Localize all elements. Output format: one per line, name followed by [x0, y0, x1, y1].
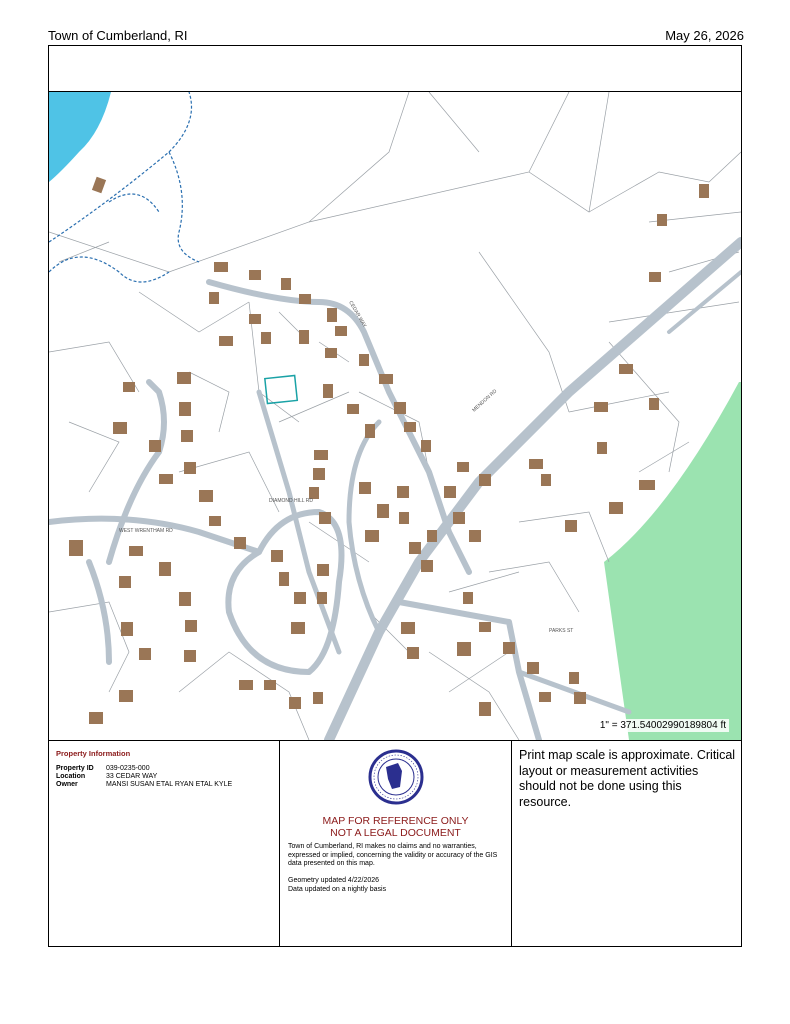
data-updated: Data updated on a nightly basis: [288, 885, 387, 893]
selected-parcel: [265, 375, 297, 403]
disclaimer-body: Town of Cumberland, RI makes no claims and no warranties, expressed or implied, concerning the validity or accuracy of the GIS data presented on this map.: [288, 843, 498, 867]
town-seal-icon: [368, 749, 424, 805]
update-info: [288, 877, 386, 894]
road-label: DIAMOND HILL RD: [269, 498, 313, 504]
title-band: [49, 46, 741, 92]
disclaimer-title-line1: MAP FOR REFERENCE ONLY: [322, 815, 469, 827]
road-label: PARKS ST: [549, 628, 574, 634]
map-frame: [48, 45, 742, 947]
road-label: MENDON RD: [471, 388, 499, 414]
road-label: CEDAR WAY: [347, 300, 368, 329]
header-town: Town of Cumberland, RI: [48, 28, 188, 43]
property-value: MANSI SUSAN ETAL RYAN ETAL KYLE: [106, 781, 233, 788]
property-row: [56, 773, 236, 781]
park-area: [604, 382, 741, 740]
road-label: WEST WRENTHAM RD: [119, 528, 173, 534]
property-key: Location: [56, 773, 86, 780]
property-row: [56, 781, 236, 789]
property-row: [56, 765, 236, 773]
pond-water: [49, 92, 111, 182]
scale-text: 1" = 371.54002990189804 ft: [597, 719, 729, 732]
map-viewport[interactable]: [49, 92, 741, 740]
buildings: [69, 177, 709, 724]
map-canvas: [49, 92, 741, 740]
property-panel: [49, 740, 280, 947]
property-heading: Property Information: [56, 749, 131, 758]
disclaimer-title-line2: NOT A LEGAL DOCUMENT: [330, 827, 461, 839]
disclaimer-title: [280, 815, 511, 839]
disclaimer-panel: [280, 740, 512, 947]
property-table: [56, 765, 236, 789]
property-value: 039-0235-000: [106, 765, 150, 772]
scale-note: Print map scale is approximate. Critical layout or measurement activities should not be done using this resource.: [519, 748, 736, 809]
header-date: May 26, 2026: [665, 28, 744, 43]
property-key: Owner: [56, 781, 78, 788]
property-key: Property ID: [56, 765, 94, 772]
scale-note-panel: [512, 740, 741, 947]
property-value: 33 CEDAR WAY: [106, 773, 158, 780]
geometry-updated: Geometry updated 4/22/2026: [288, 877, 380, 884]
